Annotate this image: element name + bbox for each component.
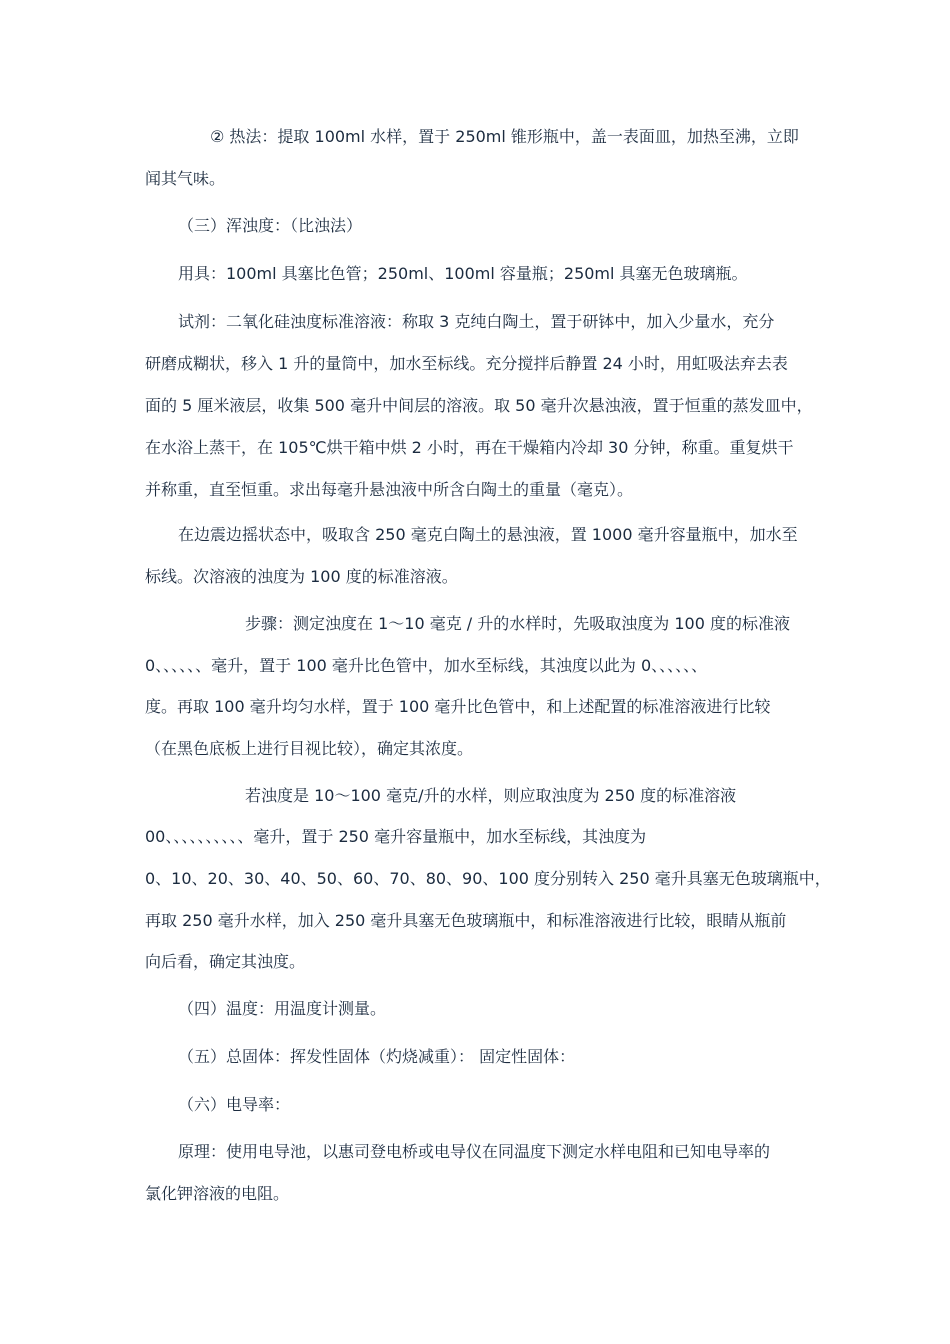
text-line: 度。再取 100 毫升均匀水样，置于 100 毫升比色管中，和上述配置的标准溶液进行比较 [145, 697, 771, 716]
section-heading: （六）电导率： [178, 1095, 291, 1114]
text-line: 研磨成糊状，移入 1 升的量筒中，加水至标线。充分搅拌后静置 24 小时，用虹吸法弃去表 [145, 354, 788, 373]
text-line: （在黑色底板上进行目视比较），确定其浓度。 [145, 739, 474, 758]
text-line: 用具：100ml 具塞比色管；250ml、100ml 容量瓶；250ml 具塞无色玻璃瓶。 [178, 264, 748, 283]
text-line: 标线。次溶液的浊度为 100 度的标准溶液。 [145, 567, 458, 586]
text-line: 步骤：测定浊度在 1～10 毫克 / 升的水样时，先吸取浊度为 100 度的标准液 [245, 614, 790, 633]
text-line: ② 热法：提取 100ml 水样，置于 250ml 锥形瓶中，盖一表面皿，加热至沸，立即 [210, 127, 799, 146]
section-heading: （五）总固体：挥发性固体（灼烧减重）： 固定性固体： [178, 1047, 576, 1066]
text-line: 试剂：二氧化硅浊度标准溶液：称取 3 克纯白陶土，置于研钵中，加入少量水，充分 [178, 312, 775, 331]
text-line: 0、10、20、30、40、50、60、70、80、90、100 度分别转入 250 毫升具塞无色玻璃瓶中， [145, 869, 831, 888]
text-line: 再取 250 毫升水样，加入 250 毫升具塞无色玻璃瓶中，和标准溶液进行比较，眼睛从瓶前 [145, 911, 787, 930]
text-line: 在水浴上蒸干，在 105℃烘干箱中烘 2 小时，再在干燥箱内冷却 30 分钟，称重。重复烘干 [145, 438, 794, 457]
text-line: 原理：使用电导池，以惠司登电桥或电导仪在同温度下测定水样电阻和已知电导率的 [178, 1142, 771, 1161]
text-line: 00、、、、、、、、、、毫升，置于 250 毫升容量瓶中，加水至标线，其浊度为 [145, 827, 647, 846]
section-heading: （四）温度：用温度计测量。 [178, 999, 387, 1018]
text-line: 面的 5 厘米液层，收集 500 毫升中间层的溶液。取 50 毫升次悬浊液，置于恒重的蒸发皿中， [145, 396, 813, 415]
text-line: 闻其气味。 [145, 169, 226, 188]
section-heading: （三）浑浊度：（比浊法） [178, 216, 363, 235]
text-line: 向后看，确定其浊度。 [145, 952, 306, 971]
text-line: 在边震边摇状态中，吸取含 250 毫克白陶土的悬浊液，置 1000 毫升容量瓶中，加水至 [178, 525, 798, 544]
text-line: 并称重，直至恒重。求出每毫升悬浊液中所含白陶土的重量（毫克）。 [145, 480, 634, 499]
text-line: 0、、、、、、毫升，置于 100 毫升比色管中，加水至标线，其浊度以此为 0、、、、、、 [145, 656, 708, 675]
text-line: 氯化钾溶液的电阻。 [145, 1184, 290, 1203]
text-line: 若浊度是 10～100 毫克/升的水样，则应取浊度为 250 度的标准溶液 [245, 786, 737, 805]
